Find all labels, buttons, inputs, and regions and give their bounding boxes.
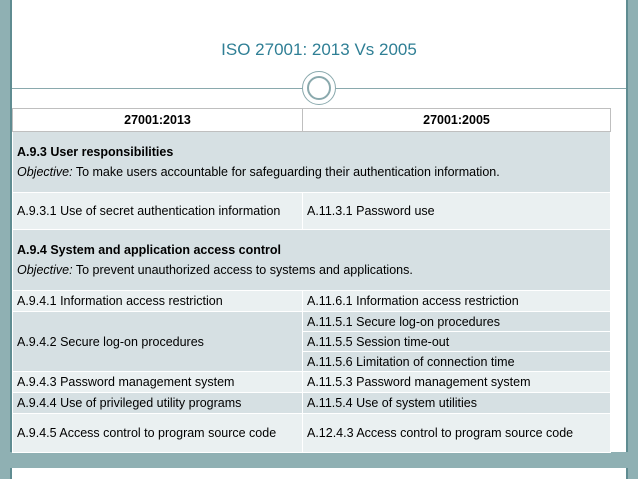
objective-label: Objective: [17, 165, 73, 179]
slide-title: ISO 27001: 2013 Vs 2005 [221, 40, 417, 59]
section-objective [17, 162, 606, 182]
right-border [628, 0, 638, 479]
cell-2013: A.9.4.2 Secure log-on procedures [13, 312, 303, 372]
table-row [13, 291, 611, 312]
section-heading: A.9.3 User responsibilities [17, 145, 174, 159]
cell-2013: A.9.4.5 Access control to program source code [13, 414, 303, 453]
cell-2005: A.11.5.5 Session time-out [303, 332, 611, 352]
cell-2005: A.11.6.1 Information access restriction [303, 291, 611, 312]
table-row [13, 372, 611, 393]
cell-2005: A.11.5.4 Use of system utilities [303, 393, 611, 414]
header-2005: 27001:2005 [303, 109, 611, 132]
table-row [13, 312, 611, 332]
section-cell [13, 230, 611, 291]
section-cell [13, 132, 611, 193]
cell-2013: A.9.4.3 Password management system [13, 372, 303, 393]
objective-text: To make users accountable for safeguarding their authentication information. [72, 165, 500, 179]
table-row [13, 193, 611, 230]
divider-ornament-inner [307, 76, 331, 100]
table-row [13, 393, 611, 414]
cell-2013: A.9.4.4 Use of privileged utility programs [13, 393, 303, 414]
header-2013: 27001:2013 [13, 109, 303, 132]
table-row [13, 414, 611, 453]
cell-2013: A.9.3.1 Use of secret authentication information [13, 193, 303, 230]
objective-text: To prevent unauthorized access to systems and applications. [72, 263, 413, 277]
section-objective [17, 260, 606, 280]
section-row [13, 132, 611, 193]
table-header-row [13, 109, 611, 132]
objective-label: Objective: [17, 263, 73, 277]
left-border [0, 0, 10, 479]
cell-2005: A.11.5.6 Limitation of connection time [303, 352, 611, 372]
comparison-table [12, 108, 611, 453]
section-heading: A.9.4 System and application access control [17, 243, 281, 257]
cell-2013: A.9.4.1 Information access restriction [13, 291, 303, 312]
cell-2005: A.11.5.3 Password management system [303, 372, 611, 393]
bottom-bar [0, 452, 638, 468]
cell-2005: A.11.3.1 Password use [303, 193, 611, 230]
cell-2005: A.12.4.3 Access control to program source code [303, 414, 611, 453]
right-inner-border [626, 0, 628, 479]
cell-2005: A.11.5.1 Secure log-on procedures [303, 312, 611, 332]
divider-ornament-icon [302, 71, 336, 105]
section-row [13, 230, 611, 291]
